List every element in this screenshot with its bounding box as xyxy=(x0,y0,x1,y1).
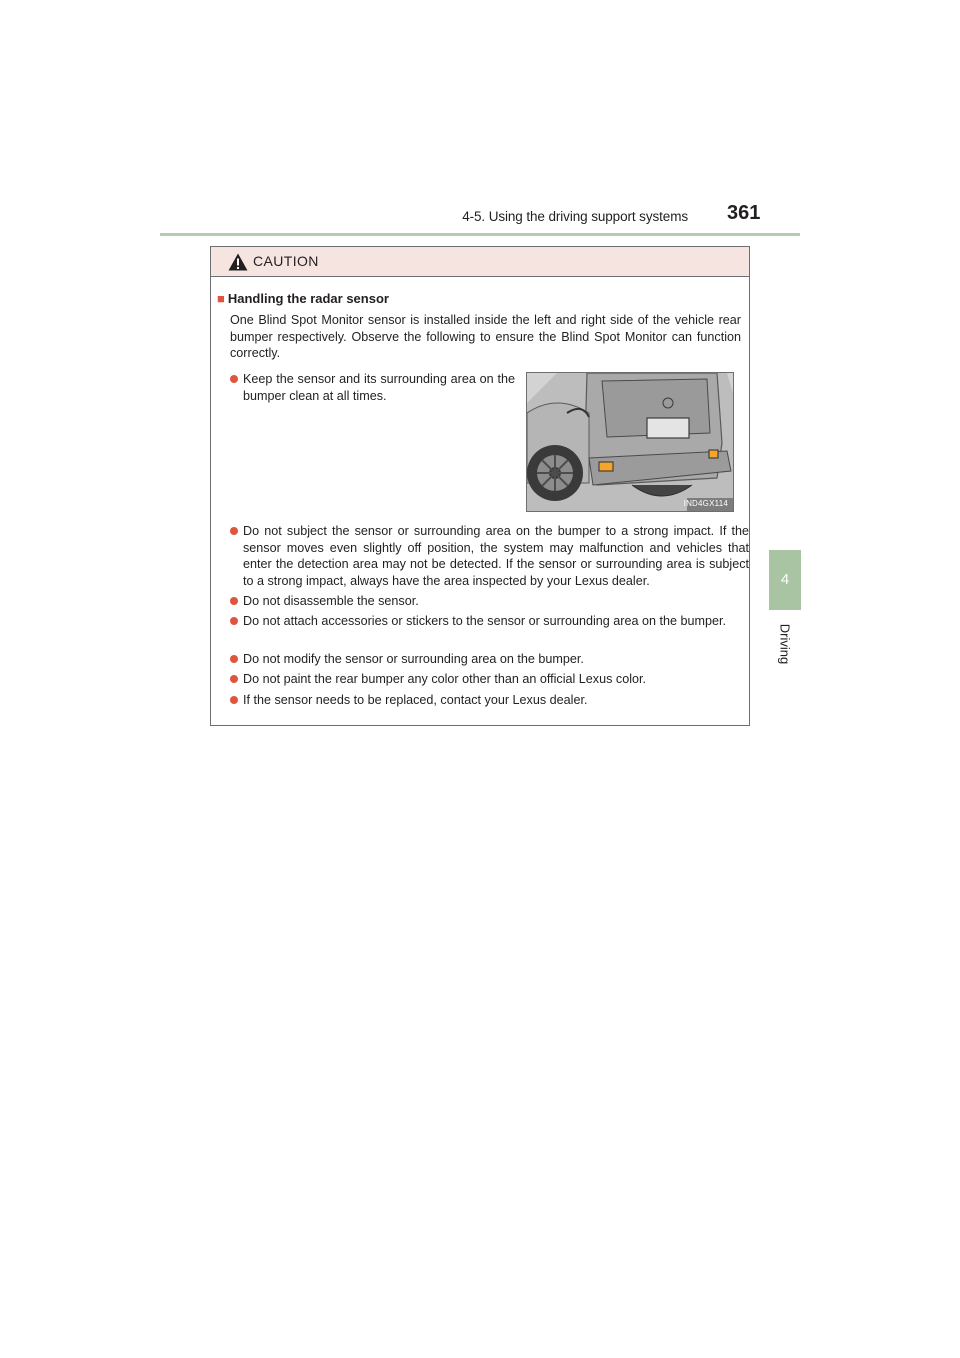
list-item-text: Do not disassemble the sensor. xyxy=(243,594,419,608)
warning-triangle-icon xyxy=(228,253,248,271)
list-item xyxy=(230,593,749,610)
list-item xyxy=(230,523,749,589)
caution-header xyxy=(211,247,749,277)
list-item-text: Do not modify the sensor or surrounding area on the bumper. xyxy=(243,652,584,666)
list-item xyxy=(230,671,749,688)
rear-bumper-illustration xyxy=(526,372,734,512)
left-sensor-marker xyxy=(599,462,613,471)
caution-label: CAUTION xyxy=(253,253,319,269)
list-item-text: Do not attach accessories or stickers to the sensor or surrounding area on the bumper. xyxy=(243,614,727,628)
vehicle-rear-image xyxy=(527,373,733,511)
list-item-text: Do not paint the rear bumper any color other than an official Lexus color. xyxy=(243,672,647,686)
figure-code: IND4GX114 xyxy=(683,499,728,508)
bullet-dot-icon xyxy=(230,597,238,605)
list-item xyxy=(230,371,515,404)
section-heading xyxy=(217,291,389,306)
bullet-dot-icon xyxy=(230,617,238,625)
bullet-dot-icon xyxy=(230,675,238,683)
chapter-tab: 4 xyxy=(769,550,801,610)
chapter-label-text: Driving xyxy=(777,623,793,665)
bullet-dot-icon xyxy=(230,375,238,383)
bullet-dot-icon xyxy=(230,655,238,663)
list-item-text: Do not subject the sensor or surrounding area on the bumper to a strong impact. If the sensor moves even slightly off position, the system may malfunction and vehicles that enter the detection area may not be detected. If the sensor or surrounding area is subject to a strong impact, always have the area inspected by your Lexus dealer. xyxy=(243,524,749,588)
header-rule xyxy=(160,233,800,236)
right-sensor-marker xyxy=(709,450,718,458)
bullet-dot-icon xyxy=(230,696,238,704)
bullet-dot-icon xyxy=(230,527,238,535)
chapter-label xyxy=(762,618,808,670)
section-title: Handling the radar sensor xyxy=(227,291,389,306)
square-bullet-icon: ■ xyxy=(217,291,225,306)
page-header-title: 4-5. Using the driving support systems xyxy=(462,209,688,224)
page-number: 361 xyxy=(727,202,761,224)
list-item xyxy=(230,651,749,668)
intro-paragraph: One Blind Spot Monitor sensor is installed inside the left and right side of the vehicle rear bumper respectively. Observe the following to ensure the Blind Spot Monitor can function correctly. xyxy=(230,313,741,360)
list-item-text: Keep the sensor and its surrounding area on the bumper clean at all times. xyxy=(243,372,515,403)
list-item xyxy=(230,613,749,630)
caution-box xyxy=(210,246,750,726)
list-item xyxy=(230,692,749,709)
list-item-text: If the sensor needs to be replaced, contact your Lexus dealer. xyxy=(243,693,588,707)
